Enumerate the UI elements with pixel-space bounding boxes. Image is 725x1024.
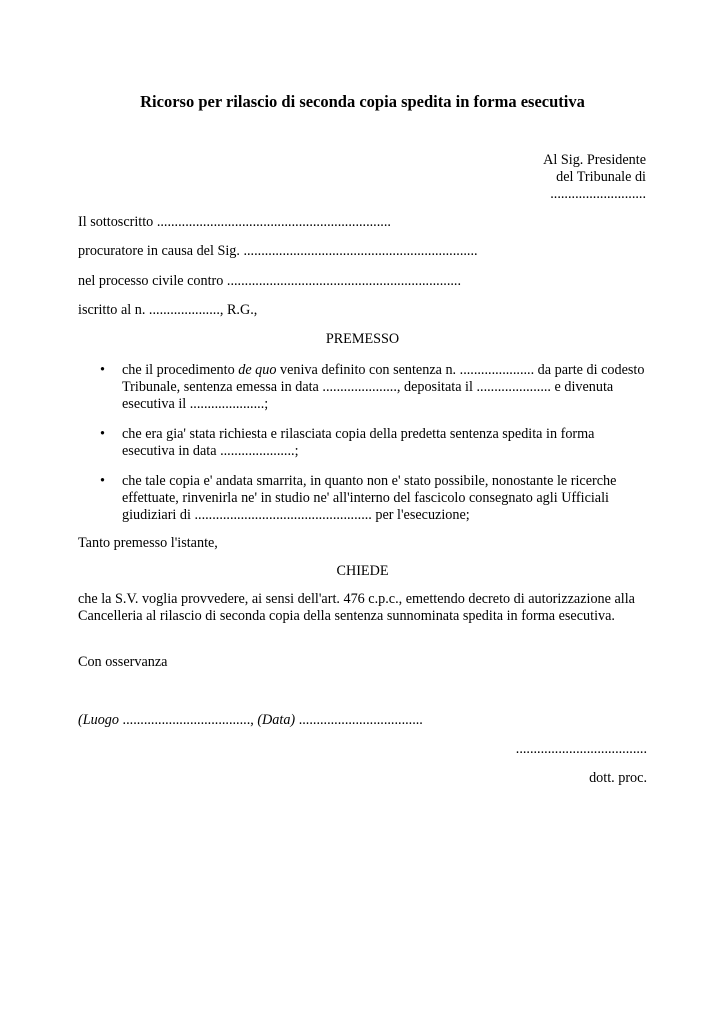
- chiede-paragraph: che la S.V. voglia provvedere, ai sensi dell'art. 476 c.p.c., emettendo decreto di autorizzazione alla Cancelleria al rilascio di seconda copia della sentenza sunnominata spedita in forma esecutiva.: [78, 591, 635, 624]
- bullet-1-italic: de quo: [238, 362, 277, 378]
- data-dots: ...................................: [295, 712, 423, 728]
- addressee-block: [543, 152, 646, 203]
- luogo-dots: ....................................,: [119, 712, 258, 728]
- document-title: Ricorso per rilascio di seconda copia spedita in forma esecutiva: [140, 92, 585, 111]
- intro-sottoscritto: Il sottoscritto ..................................................................: [78, 214, 391, 230]
- list-item: [78, 426, 648, 460]
- addressee-line-1: Al Sig. Presidente: [543, 152, 646, 168]
- addressee-line-3: ...........................: [550, 186, 646, 202]
- luogo-label: (Luogo: [78, 712, 119, 728]
- list-item: [78, 362, 648, 413]
- chiede-heading: CHIEDE: [336, 563, 389, 579]
- premesso-list: [78, 362, 648, 537]
- place-date-line: [78, 712, 423, 729]
- intro-processo: nel processo civile contro ..................................................................: [78, 273, 462, 289]
- data-label: (Data): [257, 712, 296, 728]
- addressee-line-2: del Tribunale di: [556, 169, 646, 185]
- intro-iscritto: iscritto al n. ...................., R.G.,: [78, 302, 258, 318]
- signature-line: .....................................: [515, 741, 647, 757]
- bullet-icon: •: [100, 426, 105, 442]
- tanto-premesso: Tanto premesso l'istante,: [78, 535, 218, 551]
- bullet-icon: •: [100, 362, 105, 378]
- bullet-2-text: che era gia' stata richiesta e rilasciata copia della predetta sentenza spedita in forma esecutiva in data .....................;: [122, 426, 595, 459]
- bullet-1-text-end: veniva definito con sentenza n. ..................... da parte di codesto Tribunale, sentenza emessa in data ....................., depositata il ..................... e divenuta esecutiva il .....................;: [122, 362, 645, 412]
- signature-label: dott. proc.: [589, 770, 647, 786]
- intro-procuratore: procuratore in causa del Sig. ..................................................................: [78, 243, 478, 259]
- list-item: [78, 473, 648, 524]
- bullet-1-text-start: che il procedimento: [122, 362, 239, 378]
- bullet-3-text: che tale copia e' andata smarrita, in quanto non e' stato possibile, nonostante le ricerche effettuate, rinvenirla ne' in studio ne' all'interno del fascicolo consegnato agli Ufficiali giudiziari di .................................................. per l'esecuzione;: [122, 473, 617, 523]
- bullet-icon: •: [100, 473, 105, 489]
- closing-text: Con osservanza: [78, 654, 168, 670]
- premesso-heading: PREMESSO: [325, 331, 400, 347]
